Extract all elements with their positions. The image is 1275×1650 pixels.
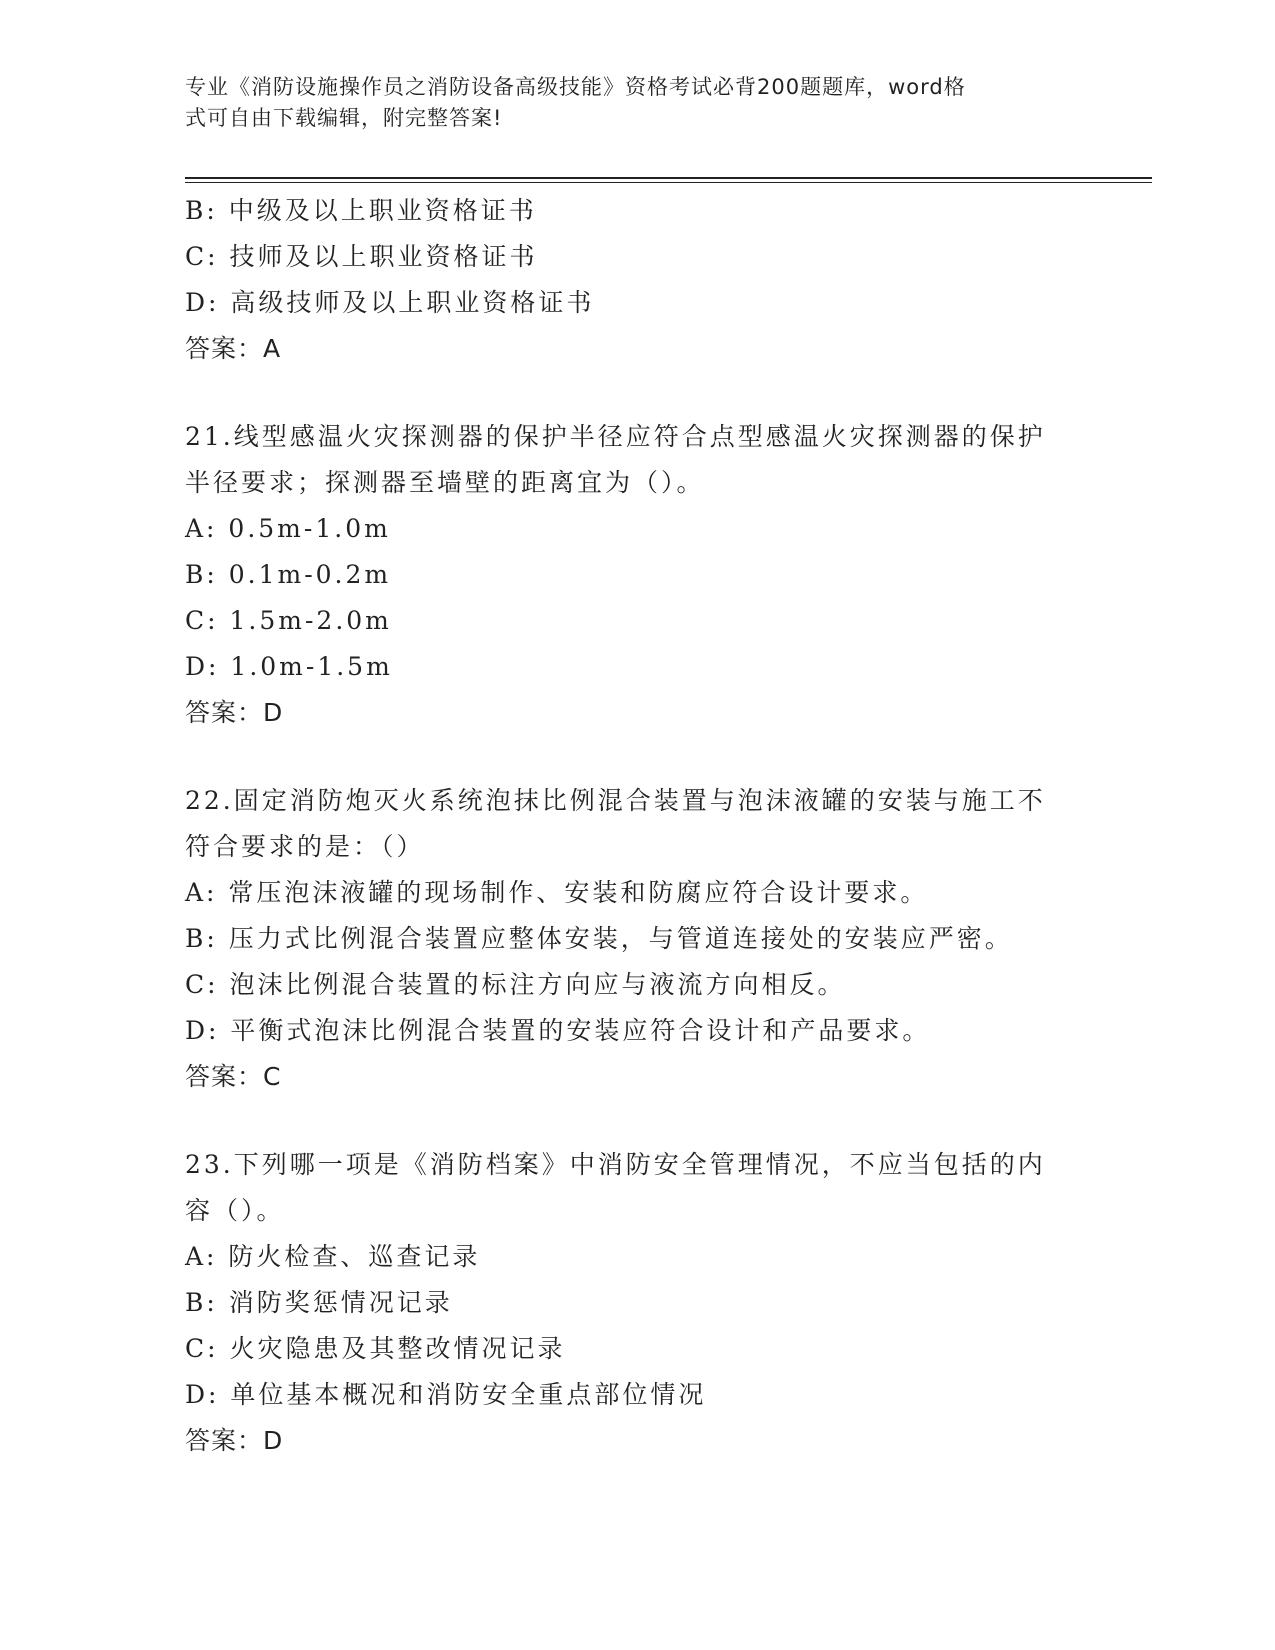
option-b: B: 压力式比例混合装置应整体安装，与管道连接处的安装应严密。 — [185, 924, 1013, 953]
option-d: D: 高级技师及以上职业资格证书 — [185, 288, 595, 317]
option-d: D: 单位基本概况和消防安全重点部位情况 — [185, 1380, 707, 1409]
answer: 答案：C — [185, 1062, 282, 1091]
answer: 答案：D — [185, 698, 284, 727]
option-c: C: 火灾隐患及其整改情况记录 — [185, 1334, 566, 1363]
question-23 — [185, 1142, 1145, 1464]
question-text-line: 22.固定消防炮灭火系统泡抹比例混合装置与泡沫液罐的安装与施工不 — [185, 786, 1046, 815]
option-c: C: 1.5m-2.0m — [185, 606, 392, 635]
header-line-2: 式可自由下载编辑，附完整答案! — [185, 106, 503, 130]
header-rule-thick — [185, 177, 1152, 179]
question-text-line: 容（）。 — [185, 1196, 285, 1225]
option-c: C: 技师及以上职业资格证书 — [185, 242, 538, 271]
option-d: D: 平衡式泡沫比例混合装置的安装应符合设计和产品要求。 — [185, 1016, 931, 1045]
option-d: D: 1.0m-1.5m — [185, 652, 393, 681]
option-c: C: 泡沫比例混合装置的标注方向应与液流方向相反。 — [185, 970, 846, 999]
option-b: B: 中级及以上职业资格证书 — [185, 196, 537, 225]
option-a: A: 0.5m-1.0m — [185, 514, 391, 543]
option-b: B: 消防奖惩情况记录 — [185, 1288, 453, 1317]
option-b: B: 0.1m-0.2m — [185, 560, 392, 589]
answer: 答案：D — [185, 1426, 284, 1455]
document-header — [185, 72, 1065, 134]
question-21 — [185, 414, 1145, 736]
question-22 — [185, 778, 1145, 1100]
question-text-line: 21.线型感温火灾探测器的保护半径应符合点型感温火灾探测器的保护 — [185, 422, 1046, 451]
answer: 答案：A — [185, 334, 282, 363]
option-a: A: 防火检查、巡查记录 — [185, 1242, 481, 1271]
question-body — [185, 188, 1145, 1464]
question-text-line: 23.下列哪一项是《消防档案》中消防安全管理情况，不应当包括的内 — [185, 1150, 1046, 1179]
question-20-tail — [185, 188, 1145, 372]
question-text-line: 半径要求；探测器至墙壁的距离宜为（）。 — [185, 468, 705, 497]
question-text-line: 符合要求的是：（） — [185, 832, 425, 861]
header-line-1: 专业《消防设施操作员之消防设备高级技能》资格考试必背200题题库，word格 — [185, 75, 966, 99]
option-a: A: 常压泡沫液罐的现场制作、安装和防腐应符合设计要求。 — [185, 878, 929, 907]
header-rule-thin — [185, 182, 1152, 183]
